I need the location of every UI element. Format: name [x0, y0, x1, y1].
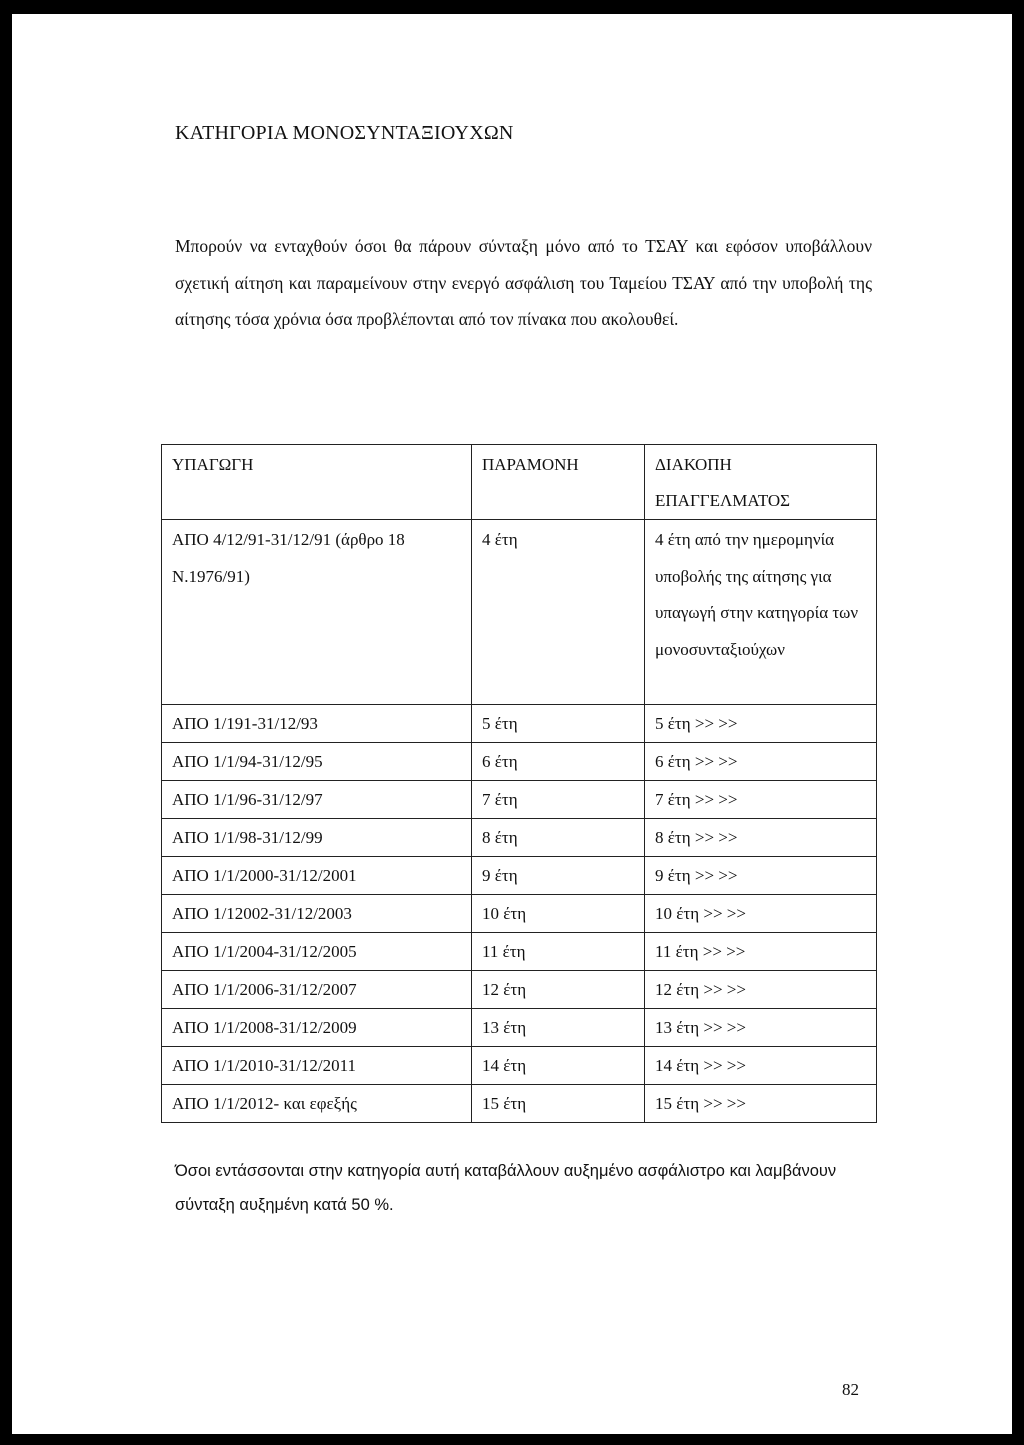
header-subjection: ΥΠΑΓΩΓΗ: [162, 445, 472, 520]
cell-stay: 4 έτη: [472, 520, 645, 705]
table-row: [162, 857, 877, 895]
cell-subjection: ΑΠΟ 1/1/2010-31/12/2011: [162, 1047, 472, 1085]
cell-stay: 14 έτη: [472, 1047, 645, 1085]
table-row: [162, 819, 877, 857]
cell-stay: 15 έτη: [472, 1085, 645, 1123]
cell-stay: 5 έτη: [472, 705, 645, 743]
cell-subjection: ΑΠΟ 1/1/94-31/12/95: [162, 743, 472, 781]
cell-cessation: 4 έτη από την ημερομηνία υποβολής της αίτησης για υπαγωγή στην κατηγορία των μονοσυνταξιούχων: [645, 520, 877, 705]
cell-cessation: 7 έτη >> >>: [645, 781, 877, 819]
table-row: [162, 520, 877, 705]
intro-paragraph: Μπορούν να ενταχθούν όσοι θα πάρουν σύνταξη μόνο από το ΤΣΑΥ και εφόσον υποβάλλουν σχετική αίτηση και παραμείνουν στην ενεργό ασφάλιση του Ταμείου ΤΣΑΥ από την υποβολή της αίτησης τόσα χρόνια όσα προβλέπονται από τον πίνακα που ακολουθεί.: [175, 236, 872, 329]
cell-subjection: ΑΠΟ 4/12/91-31/12/91 (άρθρο 18 Ν.1976/91): [162, 520, 472, 705]
table-row: [162, 933, 877, 971]
cell-subjection: ΑΠΟ 1/191-31/12/93: [162, 705, 472, 743]
cell-cessation: 14 έτη >> >>: [645, 1047, 877, 1085]
cell-cessation: 12 έτη >> >>: [645, 971, 877, 1009]
cell-stay: 6 έτη: [472, 743, 645, 781]
cell-stay: 13 έτη: [472, 1009, 645, 1047]
table-row: [162, 781, 877, 819]
cell-cessation: 9 έτη >> >>: [645, 857, 877, 895]
footer-note: Όσοι εντάσσονται στην κατηγορία αυτή καταβάλλουν αυξημένο ασφάλιστρο και λαμβάνουν σύνταξη αυξημένη κατά 50 %.: [175, 1162, 837, 1214]
cell-cessation: 8 έτη >> >>: [645, 819, 877, 857]
cell-stay: 10 έτη: [472, 895, 645, 933]
cell-cessation: 5 έτη >> >>: [645, 705, 877, 743]
cell-cessation: 10 έτη >> >>: [645, 895, 877, 933]
cell-cessation: 11 έτη >> >>: [645, 933, 877, 971]
table-header-row: [162, 445, 877, 520]
cell-cessation: 15 έτη >> >>: [645, 1085, 877, 1123]
cell-stay: 8 έτη: [472, 819, 645, 857]
table-row: [162, 971, 877, 1009]
cell-subjection: ΑΠΟ 1/1/2008-31/12/2009: [162, 1009, 472, 1047]
cell-cessation: 6 έτη >> >>: [645, 743, 877, 781]
header-cessation: ΔΙΑΚΟΠΗ ΕΠΑΓΓΕΛΜΑΤΟΣ: [645, 445, 877, 520]
table-row: [162, 895, 877, 933]
cell-subjection: ΑΠΟ 1/12002-31/12/2003: [162, 895, 472, 933]
cell-subjection: ΑΠΟ 1/1/2000-31/12/2001: [162, 857, 472, 895]
cell-stay: 7 έτη: [472, 781, 645, 819]
table-row: [162, 743, 877, 781]
table-row: [162, 705, 877, 743]
cell-subjection: ΑΠΟ 1/1/2006-31/12/2007: [162, 971, 472, 1009]
table-row: [162, 1009, 877, 1047]
page-title: ΚΑΤΗΓΟΡΙΑ ΜΟΝΟΣΥΝΤΑΞΙΟΥΧΩΝ: [175, 122, 514, 144]
cell-subjection: ΑΠΟ 1/1/2004-31/12/2005: [162, 933, 472, 971]
document-page: [12, 14, 1012, 1434]
eligibility-table: [161, 444, 877, 1123]
cell-subjection: ΑΠΟ 1/1/98-31/12/99: [162, 819, 472, 857]
cell-subjection: ΑΠΟ 1/1/2012- και εφεξής: [162, 1085, 472, 1123]
cell-subjection: ΑΠΟ 1/1/96-31/12/97: [162, 781, 472, 819]
table-row: [162, 1085, 877, 1123]
cell-cessation: 13 έτη >> >>: [645, 1009, 877, 1047]
table-row: [162, 1047, 877, 1085]
cell-stay: 12 έτη: [472, 971, 645, 1009]
cell-stay: 11 έτη: [472, 933, 645, 971]
header-stay: ΠΑΡΑΜΟΝΗ: [472, 445, 645, 520]
cell-stay: 9 έτη: [472, 857, 645, 895]
page-number: 82: [842, 1380, 859, 1399]
